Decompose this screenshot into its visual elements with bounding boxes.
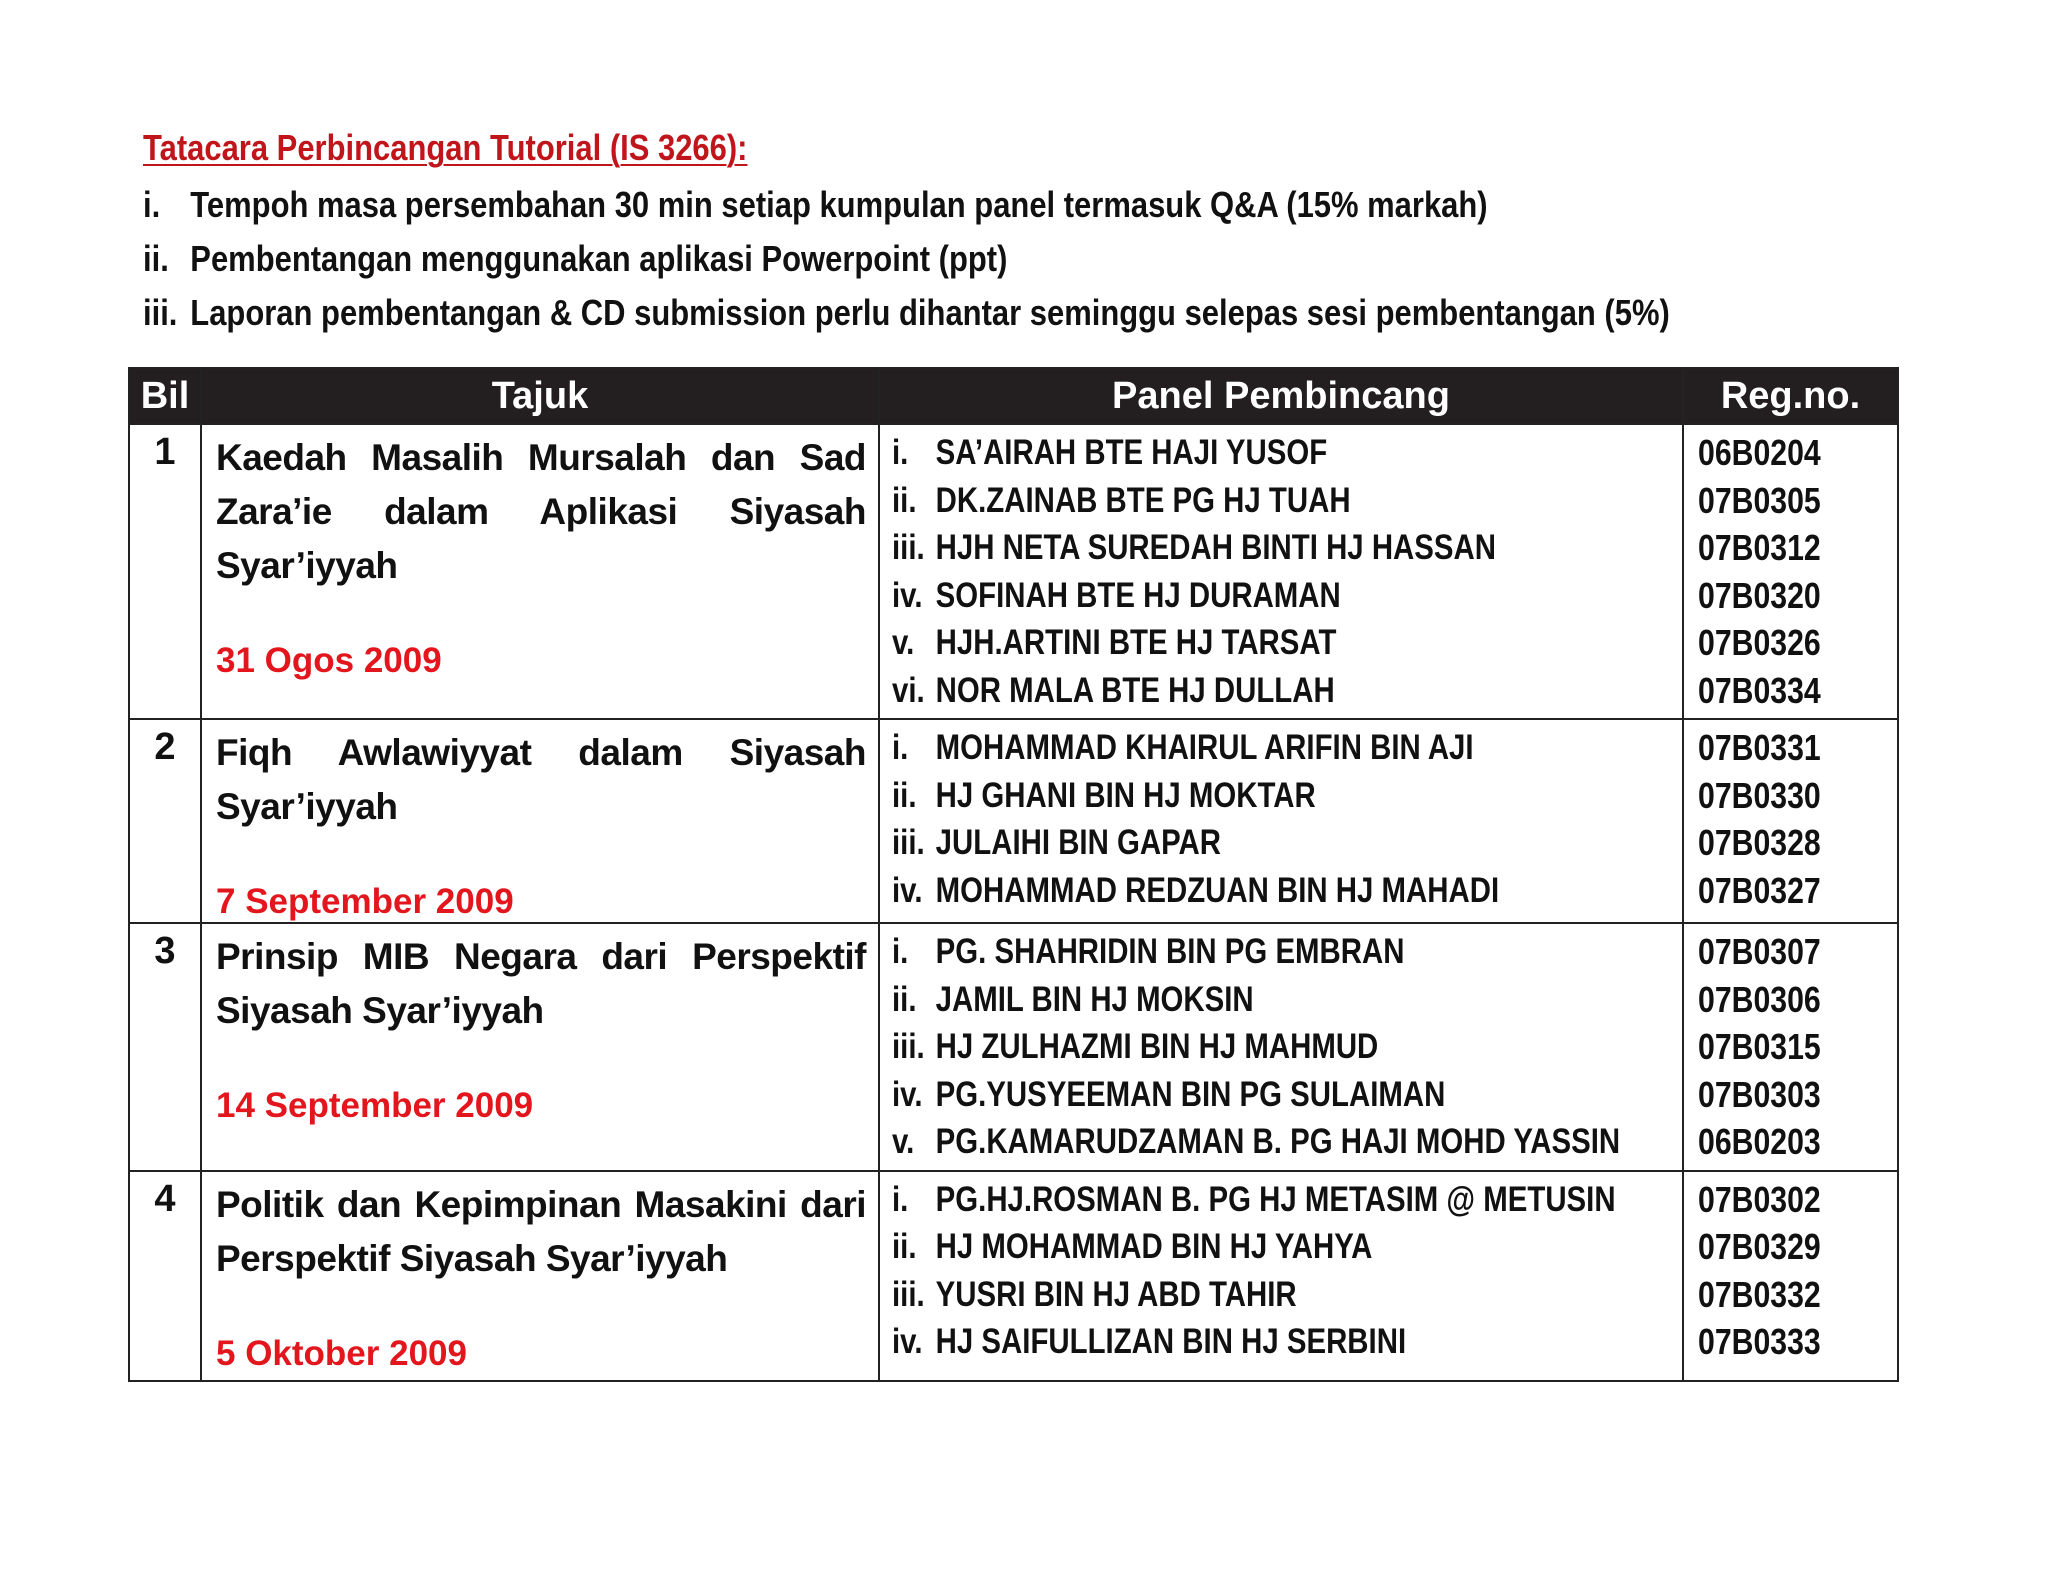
panel-member [892, 1176, 1616, 1224]
reg-number: 07B0329 [1698, 1226, 1821, 1267]
panel-member [892, 976, 1549, 1024]
panel-member [892, 1271, 1549, 1319]
row-number: 3 [129, 923, 201, 1171]
rule-item [143, 232, 1007, 286]
header-bil: Bil [129, 368, 201, 424]
rule-item [143, 178, 1488, 232]
header-panel: Panel Pembincang [879, 368, 1683, 424]
panel-cell [879, 719, 1683, 923]
reg-number: 07B0307 [1698, 931, 1821, 972]
reg-number: 07B0327 [1698, 869, 1821, 911]
panel-member-name: SOFINAH BTE HJ DURAMAN [935, 575, 1341, 615]
panel-member [892, 572, 1549, 620]
topic-title: Kaedah Masalih Mursalah dan Sad Zara’ie dalam Aplikasi Siyasah Syar’iyyah [216, 437, 866, 586]
panel-member-number: v. [892, 623, 915, 662]
reg-number: 07B0303 [1698, 1073, 1821, 1115]
panel-member-name: MOHAMMAD KHAIRUL ARIFIN BIN AJI [935, 728, 1474, 767]
panel-member [892, 1023, 1549, 1071]
panel-cell [879, 424, 1683, 719]
session-date: 14 September 2009 [216, 1086, 534, 1125]
panel-member-number: ii. [892, 775, 917, 815]
session-date: 5 Oktober 2009 [216, 1333, 467, 1373]
panel-member-name: HJH NETA SUREDAH BINTI HJ HASSAN [935, 528, 1496, 567]
table-row [129, 1171, 1898, 1381]
table-row [129, 424, 1898, 719]
panel-member-number: i. [892, 1179, 909, 1219]
topic-title: Prinsip MIB Negara dari Perspektif Siyasah Syar’iyyah [216, 936, 866, 1031]
panel-member [892, 1318, 1549, 1366]
panel-member [892, 819, 1549, 867]
panel-member-name: HJH.ARTINI BTE HJ TARSAT [935, 623, 1337, 662]
panel-member-name: NOR MALA BTE HJ DULLAH [935, 670, 1335, 710]
reg-number: 07B0333 [1698, 1321, 1821, 1362]
reg-cell [1683, 1171, 1898, 1381]
panel-member [892, 1223, 1549, 1271]
panel-member-number: ii. [892, 480, 917, 520]
session-date: 7 September 2009 [216, 882, 514, 921]
panel-member [892, 667, 1549, 715]
panel-member-name: PG.HJ.ROSMAN B. PG HJ METASIM @ METUSIN [935, 1179, 1616, 1219]
panel-member-name: PG.KAMARUDZAMAN B. PG HAJI MOHD YASSIN [935, 1122, 1621, 1161]
row-number: 1 [129, 424, 201, 719]
panel-member-name: HJ ZULHAZMI BIN HJ MAHMUD [935, 1027, 1379, 1066]
panel-member-name: HJ SAIFULLIZAN BIN HJ SERBINI [935, 1322, 1407, 1361]
reg-number: 07B0315 [1698, 1026, 1821, 1067]
schedule-table [128, 367, 1899, 1382]
reg-number: 06B0203 [1698, 1121, 1821, 1162]
panel-member-number: iv. [892, 1074, 923, 1114]
topic-title: Fiqh Awlawiyyat dalam Siyasah Syar’iyyah [216, 732, 866, 827]
panel-member-name: PG. SHAHRIDIN BIN PG EMBRAN [935, 932, 1405, 971]
panel-member [892, 867, 1549, 915]
panel-member [892, 1118, 1621, 1166]
rule-number: ii. [143, 238, 169, 279]
topic-cell [201, 1171, 879, 1381]
reg-cell [1683, 719, 1898, 923]
panel-member-number: iv. [892, 575, 923, 615]
reg-number: 07B0331 [1698, 727, 1821, 768]
panel-member-number: vi. [892, 670, 925, 710]
panel-member-number: iii. [892, 1274, 925, 1314]
topic-cell [201, 424, 879, 719]
panel-member-name: SA’AIRAH BTE HAJI YUSOF [935, 433, 1328, 472]
panel-member-name: JAMIL BIN HJ MOKSIN [935, 979, 1254, 1019]
panel-member [892, 772, 1549, 820]
reg-number: 07B0328 [1698, 822, 1821, 863]
row-number: 4 [129, 1171, 201, 1381]
panel-member [892, 477, 1549, 525]
table-row [129, 719, 1898, 923]
reg-number: 07B0302 [1698, 1178, 1821, 1220]
panel-member-number: ii. [892, 1227, 917, 1266]
document-title: Tatacara Perbincangan Tutorial (IS 3266): [143, 127, 748, 168]
row-number: 2 [129, 719, 201, 923]
session-date: 31 Ogos 2009 [216, 641, 442, 680]
panel-member [892, 724, 1549, 772]
reg-number: 07B0312 [1698, 527, 1821, 568]
panel-member [892, 524, 1549, 572]
panel-member-number: v. [892, 1122, 915, 1161]
panel-member-number: iii. [892, 528, 925, 567]
panel-member-name: HJ MOHAMMAD BIN HJ YAHYA [935, 1227, 1373, 1266]
panel-member-number: iv. [892, 1322, 923, 1361]
header-tajuk: Tajuk [201, 368, 879, 424]
reg-number: 07B0320 [1698, 574, 1821, 616]
topic-cell [201, 719, 879, 923]
rule-number: iii. [143, 292, 178, 333]
panel-member [892, 619, 1549, 667]
panel-member-number: ii. [892, 979, 917, 1019]
table-header-row [129, 368, 1898, 424]
panel-member [892, 1071, 1549, 1119]
panel-member-number: iii. [892, 823, 925, 862]
panel-member-name: HJ GHANI BIN HJ MOKTAR [935, 775, 1316, 815]
rule-item [143, 286, 1670, 340]
rule-text: Tempoh masa persembahan 30 min setiap kumpulan panel termasuk Q&A (15% markah) [190, 184, 1488, 225]
table-row [129, 923, 1898, 1171]
panel-member-name: PG.YUSYEEMAN BIN PG SULAIMAN [935, 1074, 1446, 1114]
panel-member-name: YUSRI BIN HJ ABD TAHIR [935, 1274, 1297, 1314]
panel-member-number: iii. [892, 1027, 925, 1066]
reg-number: 07B0332 [1698, 1273, 1821, 1315]
header-reg: Reg.no. [1683, 368, 1898, 424]
reg-number: 06B0204 [1698, 432, 1821, 473]
reg-cell [1683, 424, 1898, 719]
rule-number: i. [143, 184, 161, 225]
rule-text: Laporan pembentangan & CD submission perlu dihantar seminggu selepas sesi pembentangan (5%) [190, 292, 1670, 333]
reg-number: 07B0326 [1698, 622, 1821, 663]
rule-text: Pembentangan menggunakan aplikasi Powerpoint (ppt) [190, 238, 1008, 279]
reg-number: 07B0334 [1698, 669, 1821, 711]
reg-number: 07B0330 [1698, 774, 1821, 816]
panel-member-number: i. [892, 932, 909, 971]
panel-cell [879, 1171, 1683, 1381]
panel-cell [879, 923, 1683, 1171]
panel-member-name: MOHAMMAD REDZUAN BIN HJ MAHADI [935, 870, 1500, 910]
panel-member-number: iv. [892, 870, 923, 910]
topic-title: Politik dan Kepimpinan Masakini dari Perspektif Siyasah Syar’iyyah [216, 1183, 866, 1279]
reg-number: 07B0305 [1698, 479, 1821, 521]
panel-member-name: DK.ZAINAB BTE PG HJ TUAH [935, 480, 1351, 520]
panel-member [892, 429, 1549, 477]
reg-number: 07B0306 [1698, 978, 1821, 1020]
panel-member [892, 928, 1549, 976]
panel-member-name: JULAIHI BIN GAPAR [935, 823, 1221, 862]
table-body [129, 424, 1898, 1381]
panel-member-number: i. [892, 728, 909, 767]
topic-cell [201, 923, 879, 1171]
panel-member-number: i. [892, 433, 909, 472]
reg-cell [1683, 923, 1898, 1171]
